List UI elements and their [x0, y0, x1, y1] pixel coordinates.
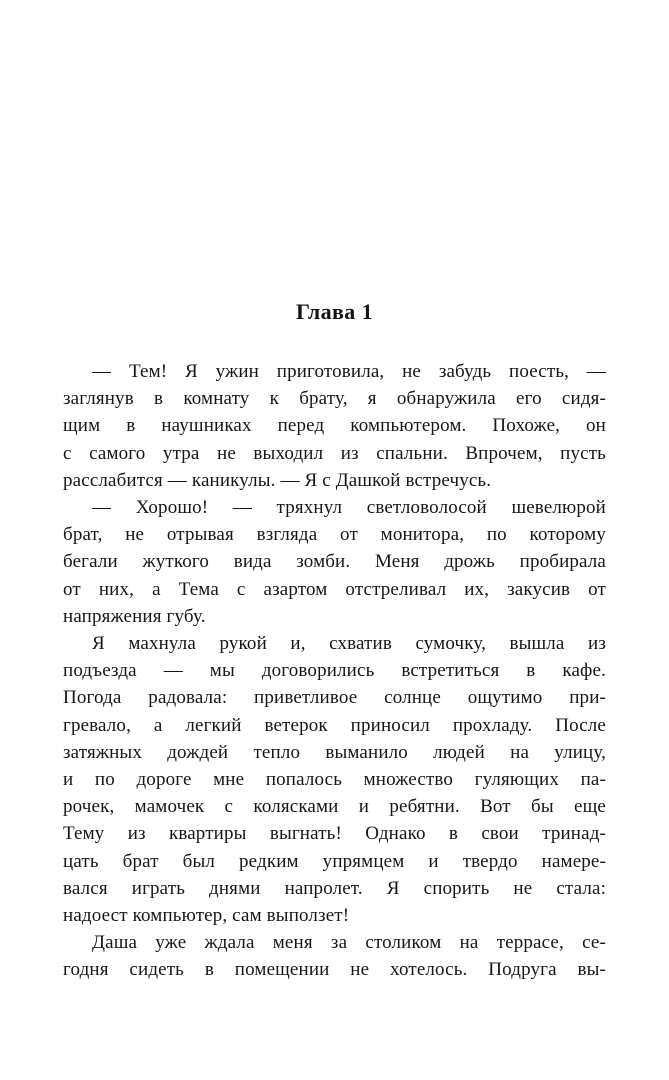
- text-line: годня сидеть в помещении не хотелось. Подруга вы-: [63, 959, 606, 981]
- paragraph: [63, 929, 606, 983]
- text-line: гревало, а легкий ветерок приносил прохладу. После: [63, 714, 606, 736]
- text-line: заглянув в комнату к брату, я обнаружила его сидя-: [63, 388, 606, 410]
- paragraph: [63, 494, 606, 630]
- text-line: вался играть днями напролет. Я спорить не стала:: [63, 877, 606, 899]
- text-line: — Тем! Я ужин приготовила, не забудь поесть, —: [92, 361, 606, 382]
- text-line: с самого утра не выходил из спальни. Впрочем, пусть: [63, 442, 606, 464]
- text-line: брат, не отрывая взгляда от монитора, по которому: [63, 524, 606, 546]
- text-line: подъезда — мы договорились встретиться в кафе.: [63, 660, 606, 682]
- text-line: Даша уже ждала меня за столиком на террасе, се-: [92, 932, 606, 954]
- text-line: от них, а Тема с азартом отстреливал их, закусив от: [63, 578, 606, 600]
- text-line: бегали жуткого вида зомби. Меня дрожь пробирала: [63, 551, 606, 573]
- body-text: [63, 358, 606, 984]
- text-line: Тему из квартиры выгнать! Однако в свои тринад-: [63, 823, 606, 845]
- text-line: расслабится — каникулы. — Я с Дашкой встречусь.: [63, 469, 492, 491]
- text-line: и по дороге мне попалось множество гуляющих па-: [63, 769, 606, 791]
- text-line: затяжных дождей тепло выманило людей на улицу,: [63, 741, 606, 763]
- chapter-title: Глава 1: [295, 299, 374, 324]
- text-line: рочек, мамочек с колясками и ребятни. Вот бы еще: [63, 796, 606, 818]
- text-line: — Хорошо! — тряхнул светловолосой шевелюрой: [92, 497, 606, 519]
- text-line: щим в наушниках перед компьютером. Похоже, он: [63, 415, 606, 437]
- paragraph: [63, 358, 606, 494]
- paragraph: [63, 630, 606, 929]
- text-line: Я махнула рукой и, схватив сумочку, вышла из: [92, 633, 606, 655]
- text-line: цать брат был редким упрямцем и твердо намере-: [63, 850, 606, 872]
- text-line: надоест компьютер, сам выползет!: [63, 905, 350, 927]
- text-line: напряжения губу.: [63, 605, 206, 627]
- text-line: Погода радовала: приветливое солнце ощутимо при-: [63, 687, 606, 709]
